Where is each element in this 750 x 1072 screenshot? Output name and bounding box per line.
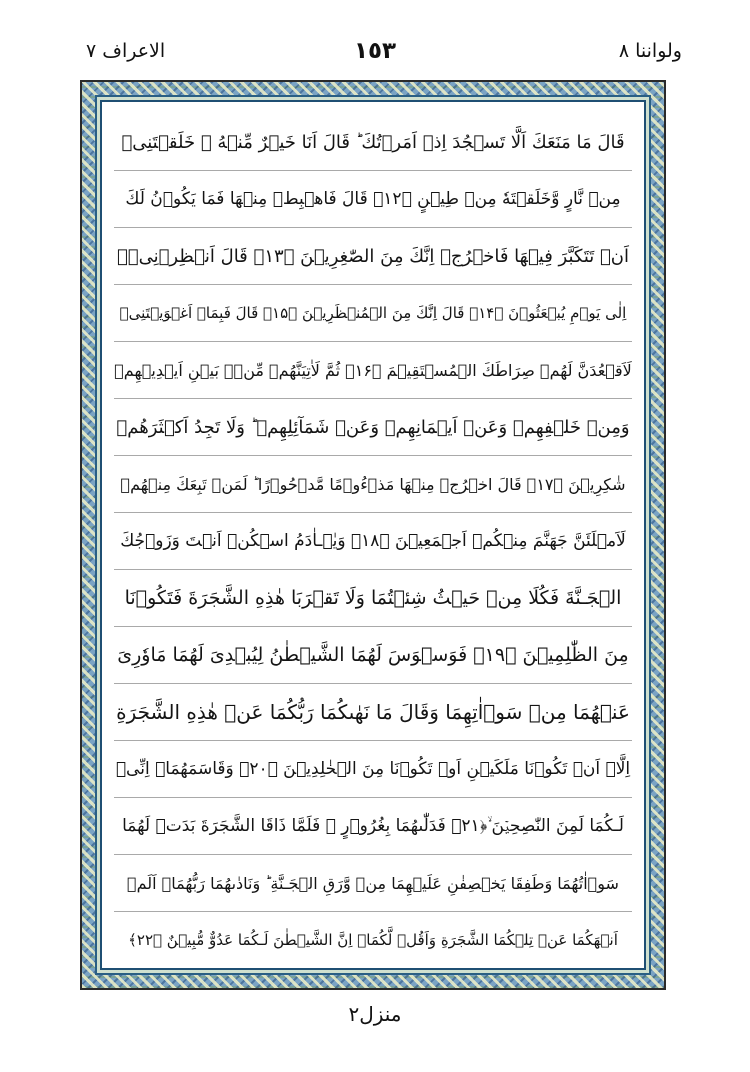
- verse-line: اِلَّاۤ اَنۡ تَكُوۡنَا مَلَكَيۡنِ اَوۡ تَكُوۡنَا مِنَ الۡخٰلِدِيۡنَ ﴿۲۰﴾ وَقَاسَمَهُمَاۤ اِنِّىۡ: [114, 741, 632, 798]
- page-header: [0, 0, 750, 82]
- verse-line: اِلٰى يَوۡمِ يُبۡعَثُوۡنَ ﴿۱۴﴾ قَالَ اِنَّكَ مِنَ الۡمُنۡظَرِيۡنَ ﴿۱۵﴾ قَالَ فَبِمَاۤ اَغۡوَيۡتَنِىۡ: [114, 285, 632, 342]
- verse-line: شٰكِرِيۡنَ ﴿۱۷﴾ قَالَ اخۡرُجۡ مِنۡهَا مَذۡءُوۡمًا مَّدۡحُوۡرًا ؕ لَمَنۡ تَبِعَكَ مِنۡهُمۡ: [114, 456, 632, 513]
- surah-name: الاعراف ۷: [86, 40, 166, 62]
- page-number: ١٥٣: [353, 38, 397, 64]
- verse-line: عَنۡهُمَا مِنۡ سَوۡاٰتِهِمَا وَقَالَ مَا نَهٰٮكُمَا رَبُّكُمَا عَنۡ هٰذِهِ الشَّجَرَةِ: [114, 684, 632, 741]
- text-panel: [100, 100, 646, 970]
- verse-line: لَـكُمَا لَمِنَ النّٰصِحِيۡنَ ۙ﴿۲۱﴾ فَدَلّٰٮهُمَا بِغُرُوۡرٍ ۚ فَلَمَّا ذَاقَا الشَّجَرَةَ بَدَتۡ لَهُمَا: [114, 798, 632, 855]
- verse-line: الۡجَـنَّةَ فَكُلَا مِنۡ حَيۡثُ شِئۡتُمَا وَلَا تَقۡرَبَا هٰذِهِ الشَّجَرَةَ فَتَكُوۡنَا: [114, 570, 632, 627]
- verse-line: مِنَ الظّٰلِمِيۡنَ ﴿۱۹﴾ فَوَسۡوَسَ لَهُمَا الشَّيۡطٰنُ لِيُبۡدِىَ لَهُمَا مَاوٗرِىَ: [114, 627, 632, 684]
- manzil-label: منزل٢: [348, 1002, 402, 1026]
- para-name: ولواننا ٨: [618, 40, 682, 62]
- verse-line: اَنۡ تَتَكَبَّرَ فِيۡهَا فَاخۡرُجۡ اِنَّكَ مِنَ الصّٰغِرِيۡنَ ﴿۱۳﴾ قَالَ اَنۡظِرۡنِىۡۤ: [114, 228, 632, 285]
- verse-line: سَوۡاٰتُهُمَا وَطَفِقَا يَخۡصِفٰنِ عَلَيۡهِمَا مِنۡ وَّرَقِ الۡجَـنَّةِ ؕ وَنَادٰٮهُمَا رَبُّهُمَاۤ اَلَمۡ: [114, 855, 632, 912]
- verse-line: لَاَقۡعُدَنَّ لَهُمۡ صِرَاطَكَ الۡمُسۡتَقِيۡمَ ﴿۱۶﴾ ثُمَّ لَاٰتِيَنَّهُمۡ مِّنۡۢ بَيۡنِ اَيۡدِيۡهِمۡ: [114, 342, 632, 399]
- verse-line: وَمِنۡ خَلۡفِهِمۡ وَعَنۡ اَيۡمَانِهِمۡ وَعَنۡ شَمَآئِلِهِمۡ ؕ وَلَا تَجِدُ اَكۡثَرَهُمۡ: [114, 399, 632, 456]
- verse-line: اَنۡهَكُمَا عَنۡ تِلۡكُمَا الشَّجَرَةِ وَاَقُلۡ لَّكُمَاۤ اِنَّ الشَّيۡطٰنَ لَـكُمَا عَدُوٌّ مُّبِيۡنٌ ﴿۲۲﴾: [128, 931, 618, 949]
- verse-line: لَاَمۡلَئَنَّ جَهَنَّمَ مِنۡكُمۡ اَجۡمَعِيۡنَ ﴿۱۸﴾ وَيٰۤـاٰدَمُ اسۡكُنۡ اَنۡتَ وَزَوۡجُكَ: [114, 513, 632, 570]
- verse-line: مِنۡ نَّارٍ وَّخَلَقۡتَهٗ مِنۡ طِيۡنٍ ﴿۱۲﴾ قَالَ فَاهۡبِطۡ مِنۡهَا فَمَا يَكُوۡنُ لَكَ: [114, 171, 632, 228]
- ornamental-border: [80, 80, 666, 990]
- verse-line: قَالَ مَا مَنَعَكَ اَلَّا تَسۡجُدَ اِذۡ اَمَرۡتُكَ ؕ قَالَ اَنَا خَيۡرٌ مِّنۡهُ ۚ خَلَقۡتَنِىۡ: [114, 114, 632, 171]
